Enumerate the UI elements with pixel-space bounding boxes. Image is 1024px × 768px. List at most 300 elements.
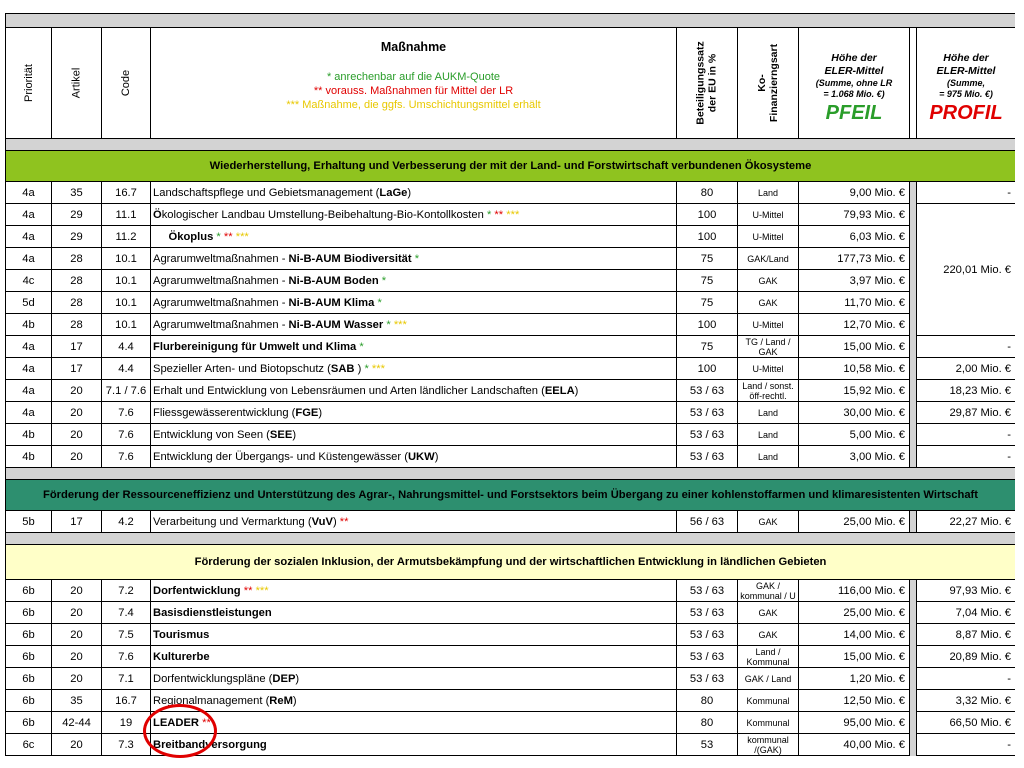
header-row [6,28,1016,139]
kofinanzierung-cell: GAK [738,624,799,646]
artikel-cell: 17 [52,358,102,380]
massnahme-cell [151,712,677,734]
pfeil-amount-cell: 15,00 Mio. € [799,646,910,668]
eu-rate-cell: 75 [677,270,738,292]
massnahme-bold: UKW [407,450,435,463]
header-massnahme [151,28,677,139]
code-cell: 7.6 [102,446,151,468]
kofinanzierung-cell: TG / Land / GAK [738,336,799,358]
prioritaet-cell: 6b [6,646,52,668]
profil-amount-cell: 20,89 Mio. € [917,646,1016,668]
code-cell: 16.7 [102,690,151,712]
massnahme-cell [151,602,677,624]
massnahme-bold: Basisdienstleistungen [153,606,272,619]
prioritaet-cell: 4b [6,446,52,468]
massnahme-text: Agrarumweltmaßnahmen - [153,318,289,331]
pfeil-amount-cell: 12,70 Mio. € [799,314,910,336]
massnahme-cell [151,380,677,402]
artikel-cell: 20 [52,734,102,756]
artikel-cell: 28 [52,314,102,336]
eu-rate-cell: 75 [677,292,738,314]
section-title: Wiederherstellung, Erhaltung und Verbesserung der mit der Land- und Forstwirtschaft verbundenen Ökosysteme [6,151,1016,182]
header-prioritaet: Priorität [6,28,52,139]
gap-cell [910,226,917,248]
table-row [6,602,1016,624]
massnahme-bold: SAB [330,362,355,375]
pfeil-amount-cell: 12,50 Mio. € [799,690,910,712]
gap-cell [910,292,917,314]
artikel-cell: 20 [52,446,102,468]
gap-cell [910,580,917,602]
table-row [6,712,1016,734]
eu-rate-cell: 53 / 63 [677,380,738,402]
kofinanzierung-cell: GAK [738,602,799,624]
measures-table [5,13,1015,756]
prioritaet-cell: 5b [6,511,52,533]
massnahme-text-post: ) [354,362,362,375]
prioritaet-cell: 6b [6,602,52,624]
section-header-row [6,545,1016,580]
eu-rate-cell: 53 / 63 [677,624,738,646]
massnahme-title: Maßnahme [380,40,447,54]
massnahme-text: Entwicklung von Seen ( [153,428,270,441]
massnahme-bold: LaGe [379,186,408,199]
profil-amount-cell: 66,50 Mio. € [917,712,1016,734]
section-header-row [6,480,1016,511]
header-kofinanzierung: Ko- Finanzierngsart [738,28,799,139]
massnahme-bold: ReM [269,694,293,707]
pfeil-amount-cell: 40,00 Mio. € [799,734,910,756]
gap-cell [910,668,917,690]
profil-amount-cell: 22,27 Mio. € [917,511,1016,533]
note-aukm: * anrechenbar auf die AUKM-Quote [326,71,501,83]
massnahme-bold: Ni-B-AUM Boden [288,274,379,287]
table-row [6,668,1016,690]
artikel-cell: 35 [52,690,102,712]
kofinanzierung-cell: Land / sonst. öff-rechtl. [738,380,799,402]
table-row [6,248,1016,270]
code-cell: 4.4 [102,358,151,380]
header-code: Code [102,28,151,139]
artikel-cell: 20 [52,580,102,602]
code-cell: 10.1 [102,270,151,292]
massnahme-text-post: ) [434,450,439,463]
prioritaet-cell: 6b [6,624,52,646]
artikel-cell: 20 [52,424,102,446]
table-row [6,292,1016,314]
massnahme-cell [151,511,677,533]
code-cell: 7.2 [102,580,151,602]
profil-amount-cell: - [917,446,1016,468]
eu-rate-cell: 75 [677,248,738,270]
pfeil-amount-cell: 30,00 Mio. € [799,402,910,424]
pfeil-amount-cell: 25,00 Mio. € [799,602,910,624]
footnote-marks: ** [202,716,211,729]
massnahme-cell [151,646,677,668]
massnahme-bold: EELA [544,384,575,397]
kofinanzierung-cell: Kommunal [738,712,799,734]
code-cell: 7.6 [102,424,151,446]
gap-cell [910,734,917,756]
eu-rate-cell: 53 / 63 [677,580,738,602]
artikel-cell: 28 [52,292,102,314]
artikel-cell: 20 [52,402,102,424]
code-cell: 7.6 [102,646,151,668]
massnahme-cell [151,424,677,446]
pfeil-amount-cell: 9,00 Mio. € [799,182,910,204]
artikel-cell: 20 [52,646,102,668]
table-row [6,624,1016,646]
eu-rate-cell: 53 / 63 [677,424,738,446]
massnahme-bold: Kulturerbe [153,650,210,663]
prioritaet-cell: 4a [6,358,52,380]
gap-cell [910,446,917,468]
eu-rate-cell: 56 / 63 [677,511,738,533]
massnahme-text: Agrarumweltmaßnahmen - [153,274,289,287]
massnahme-cell [151,624,677,646]
table-row [6,511,1016,533]
pfeil-amount-cell: 177,73 Mio. € [799,248,910,270]
code-cell: 19 [102,712,151,734]
eu-rate-cell: 80 [677,690,738,712]
header-pfeil: Höhe der ELER-Mittel (Summe, ohne LR = 1.068 Mio. €) PFEIL [799,28,910,139]
prioritaet-cell: 6b [6,580,52,602]
table-row [6,446,1016,468]
table-row [6,226,1016,248]
prioritaet-cell: 4a [6,248,52,270]
massnahme-bold: Dorfentwicklung [153,584,241,597]
separator-row [6,139,1016,151]
code-cell: 16.7 [102,182,151,204]
massnahme-text: Regionalmanagement ( [153,694,270,707]
prioritaet-cell: 6c [6,734,52,756]
gap-cell [910,624,917,646]
profil-amount-cell: - [917,668,1016,690]
massnahme-cell [151,248,677,270]
massnahme-bold: Tourismus [153,628,210,641]
code-cell: 7.3 [102,734,151,756]
massnahme-bold: Ö [153,208,162,221]
footnote-marks: * [359,340,364,353]
profil-amount-cell: 18,23 Mio. € [917,380,1016,402]
pfeil-amount-cell: 15,92 Mio. € [799,380,910,402]
table-row [6,336,1016,358]
kofinanzierung-cell: Land [738,424,799,446]
note-lr: ** vorauss. Maßnahmen für Mittel der LR [313,85,514,97]
profil-label: PROFIL [929,101,1003,124]
kofinanzierung-cell: U-Mittel [738,226,799,248]
gap-cell [910,314,917,336]
pfeil-amount-cell: 11,70 Mio. € [799,292,910,314]
massnahme-text-post: ) [295,672,300,685]
massnahme-bold: Ni-B-AUM Biodiversität [288,252,412,265]
massnahme-text: Erhalt und Entwicklung von Lebensräumen und Arten ländlicher Landschaften ( [153,384,545,397]
kofinanzierung-cell: GAK / Land [738,668,799,690]
massnahme-bold: Ni-B-AUM Klima [288,296,375,309]
massnahme-text-post: ) [574,384,579,397]
code-cell: 10.1 [102,248,151,270]
pfeil-amount-cell: 3,97 Mio. € [799,270,910,292]
table-row [6,646,1016,668]
massnahme-text [153,231,169,243]
kofinanzierung-cell: Land [738,446,799,468]
profil-amount-cell: 2,00 Mio. € [917,358,1016,380]
pfeil-amount-cell: 6,03 Mio. € [799,226,910,248]
pfeil-amount-cell: 10,58 Mio. € [799,358,910,380]
kofinanzierung-cell: GAK / kommunal / U [738,580,799,602]
table-row [6,182,1016,204]
massnahme-bold: Breitbandversorgung [153,738,267,751]
profil-amount-cell: - [917,734,1016,756]
massnahme-text-post: kologischer Landbau Umstellung-Beibehaltung-Bio-Kontollkosten [161,208,484,221]
massnahme-cell [151,292,677,314]
table-row [6,380,1016,402]
artikel-cell: 20 [52,380,102,402]
code-cell: 7.1 [102,668,151,690]
massnahme-cell [151,402,677,424]
gap-cell [910,424,917,446]
prioritaet-cell: 4b [6,314,52,336]
massnahme-text: Agrarumweltmaßnahmen - [153,252,289,265]
eu-rate-cell: 100 [677,314,738,336]
eu-rate-cell: 80 [677,712,738,734]
gap-cell [910,646,917,668]
prioritaet-cell: 4a [6,402,52,424]
pfeil-amount-cell: 15,00 Mio. € [799,336,910,358]
code-cell: 7.4 [102,602,151,624]
gap-cell [910,204,917,226]
table-row [6,402,1016,424]
gap-cell [910,511,917,533]
massnahme-cell [151,204,677,226]
prioritaet-cell: 4b [6,424,52,446]
prioritaet-cell: 5d [6,292,52,314]
massnahme-bold: VuV [311,515,333,528]
gap-cell [910,602,917,624]
profil-amount-cell: 220,01 Mio. € [917,204,1016,336]
eu-rate-cell: 80 [677,182,738,204]
header-profil: Höhe der ELER-Mittel (Summe, = 975 Mio. €) PROFIL [917,28,1016,139]
massnahme-text-post: ) [292,428,297,441]
code-cell: 11.2 [102,226,151,248]
massnahme-cell [151,668,677,690]
pfeil-amount-cell: 5,00 Mio. € [799,424,910,446]
massnahme-text-post: ) [407,186,412,199]
eu-rate-cell: 100 [677,204,738,226]
artikel-cell: 20 [52,624,102,646]
massnahme-cell [151,270,677,292]
profil-amount-cell: 8,87 Mio. € [917,624,1016,646]
pfeil-label: PFEIL [825,101,883,124]
header-artikel: Artikel [52,28,102,139]
artikel-cell: 35 [52,182,102,204]
spreadsheet [5,13,1015,765]
kofinanzierung-cell: U-Mittel [738,314,799,336]
kofinanzierung-cell: GAK [738,511,799,533]
massnahme-bold: DEP [272,672,296,685]
table-row [6,314,1016,336]
gap-cell [910,182,917,204]
massnahme-text-post: ) [318,406,323,419]
gap-cell [910,270,917,292]
header-beteiligung: Beteiligungssatz der EU in % [677,28,738,139]
code-cell: 7.5 [102,624,151,646]
prioritaet-cell: 6b [6,668,52,690]
eu-rate-cell: 75 [677,336,738,358]
profil-amount-cell: - [917,336,1016,358]
massnahme-text: Verarbeitung und Vermarktung ( [153,515,312,528]
pfeil-amount-cell: 3,00 Mio. € [799,446,910,468]
gap-cell [910,336,917,358]
gap-cell [910,380,917,402]
kofinanzierung-cell: Kommunal [738,690,799,712]
footnote-marks: * *** [386,318,407,331]
artikel-cell: 29 [52,226,102,248]
eu-rate-cell: 100 [677,226,738,248]
kofinanzierung-cell: U-Mittel [738,358,799,380]
eu-rate-cell: 53 / 63 [677,668,738,690]
code-cell: 10.1 [102,292,151,314]
footnote-marks: * [414,252,420,265]
prioritaet-cell: 4a [6,336,52,358]
gap-cell [910,690,917,712]
kofinanzierung-cell: GAK [738,270,799,292]
code-cell: 11.1 [102,204,151,226]
table-row [6,424,1016,446]
top-bar-row [6,14,1016,28]
massnahme-text: Dorfentwicklungspläne ( [153,672,273,685]
gap-cell [910,248,917,270]
kofinanzierung-cell: Land [738,402,799,424]
prioritaet-cell: 6b [6,712,52,734]
section-header-row [6,151,1016,182]
massnahme-bold: LEADER [153,716,199,729]
massnahme-text-post: ) [292,694,297,707]
profil-amount-cell: 3,32 Mio. € [917,690,1016,712]
kofinanzierung-cell: GAK/Land [738,248,799,270]
kofinanzierung-cell: Land [738,182,799,204]
massnahme-cell [151,226,677,248]
eu-rate-cell: 53 / 63 [677,446,738,468]
section-title: Förderung der sozialen Inklusion, der Armutsbekämpfung und der wirtschaftlichen Entwicklung in ländlichen Gebieten [6,545,1016,580]
pfeil-amount-cell: 14,00 Mio. € [799,624,910,646]
kofinanzierung-cell: U-Mittel [738,204,799,226]
artikel-cell: 28 [52,248,102,270]
profil-amount-cell: - [917,424,1016,446]
eu-rate-cell: 53 / 63 [677,402,738,424]
pfeil-amount-cell: 95,00 Mio. € [799,712,910,734]
massnahme-cell [151,182,677,204]
massnahme-cell [151,314,677,336]
prioritaet-cell: 6b [6,690,52,712]
pfeil-amount-cell: 116,00 Mio. € [799,580,910,602]
massnahme-text: Spezieller Arten- und Biotopschutz ( [153,362,331,375]
separator-row [6,468,1016,480]
prioritaet-cell: 4a [6,226,52,248]
artikel-cell: 20 [52,602,102,624]
footnote-marks: * ** *** [486,208,520,221]
gap-column [910,28,917,139]
massnahme-cell [151,690,677,712]
section-title: Förderung der Ressourceneffizienz und Unterstützung des Agrar-, Nahrungsmittel- und Forstsektors beim Übergang zu einer kohlenstoffarmen und klimaresistenten Wirtschaft [6,480,1016,511]
massnahme-bold: FGE [295,406,319,419]
massnahme-cell [151,580,677,602]
footnote-marks: * [377,296,382,309]
massnahme-bold: Flurbereinigung für Umwelt und Klima [153,340,357,353]
artikel-cell: 17 [52,511,102,533]
eu-rate-cell: 100 [677,358,738,380]
pfeil-amount-cell: 25,00 Mio. € [799,511,910,533]
prioritaet-cell: 4c [6,270,52,292]
footnote-marks: ** [339,515,349,528]
massnahme-cell [151,734,677,756]
eu-rate-cell: 53 / 63 [677,646,738,668]
prioritaet-cell: 4a [6,204,52,226]
artikel-cell: 42-44 [52,712,102,734]
footnote-marks: ** *** [243,584,269,597]
massnahme-text: Entwicklung der Übergangs- und Küstengewässer ( [153,450,408,463]
massnahme-text-post: ) [332,515,337,528]
massnahme-bold: Ökoplus [168,230,214,243]
massnahme-bold: Ni-B-AUM Wasser [288,318,384,331]
artikel-cell: 20 [52,668,102,690]
profil-amount-cell: 97,93 Mio. € [917,580,1016,602]
profil-amount-cell: - [917,182,1016,204]
prioritaet-cell: 4a [6,380,52,402]
artikel-cell: 28 [52,270,102,292]
profil-amount-cell: 29,87 Mio. € [917,402,1016,424]
code-cell: 4.2 [102,511,151,533]
massnahme-text: Agrarumweltmaßnahmen - [153,296,289,309]
massnahme-bold: SEE [269,428,293,441]
code-cell: 7.6 [102,402,151,424]
separator-row [6,533,1016,545]
code-cell: 10.1 [102,314,151,336]
massnahme-text: Landschaftspflege und Gebietsmanagement ( [153,186,380,199]
pfeil-amount-cell: 1,20 Mio. € [799,668,910,690]
artikel-cell: 17 [52,336,102,358]
eu-rate-cell: 53 [677,734,738,756]
kofinanzierung-cell: kommunal /(GAK) [738,734,799,756]
gap-cell [910,358,917,380]
table-row [6,358,1016,380]
gap-cell [910,712,917,734]
table-row [6,204,1016,226]
code-cell: 7.1 / 7.6 [102,380,151,402]
artikel-cell: 29 [52,204,102,226]
profil-amount-cell: 7,04 Mio. € [917,602,1016,624]
kofinanzierung-cell: GAK [738,292,799,314]
table-row [6,580,1016,602]
footnote-marks: * *** [364,362,385,375]
massnahme-cell [151,336,677,358]
gap-cell [910,402,917,424]
massnahme-text: Fliessgewässerentwicklung ( [153,406,296,419]
table-row [6,734,1016,756]
footnote-marks: * [381,274,387,287]
code-cell: 4.4 [102,336,151,358]
note-umschichtung: *** Maßnahme, die ggfs. Umschichtungsmittel erhält [286,99,541,111]
massnahme-cell [151,358,677,380]
massnahme-cell [151,446,677,468]
prioritaet-cell: 4a [6,182,52,204]
eu-rate-cell: 53 / 63 [677,602,738,624]
footnote-marks: * ** *** [216,230,249,243]
pfeil-amount-cell: 79,93 Mio. € [799,204,910,226]
kofinanzierung-cell: Land / Kommunal [738,646,799,668]
table-row [6,690,1016,712]
table-row [6,270,1016,292]
